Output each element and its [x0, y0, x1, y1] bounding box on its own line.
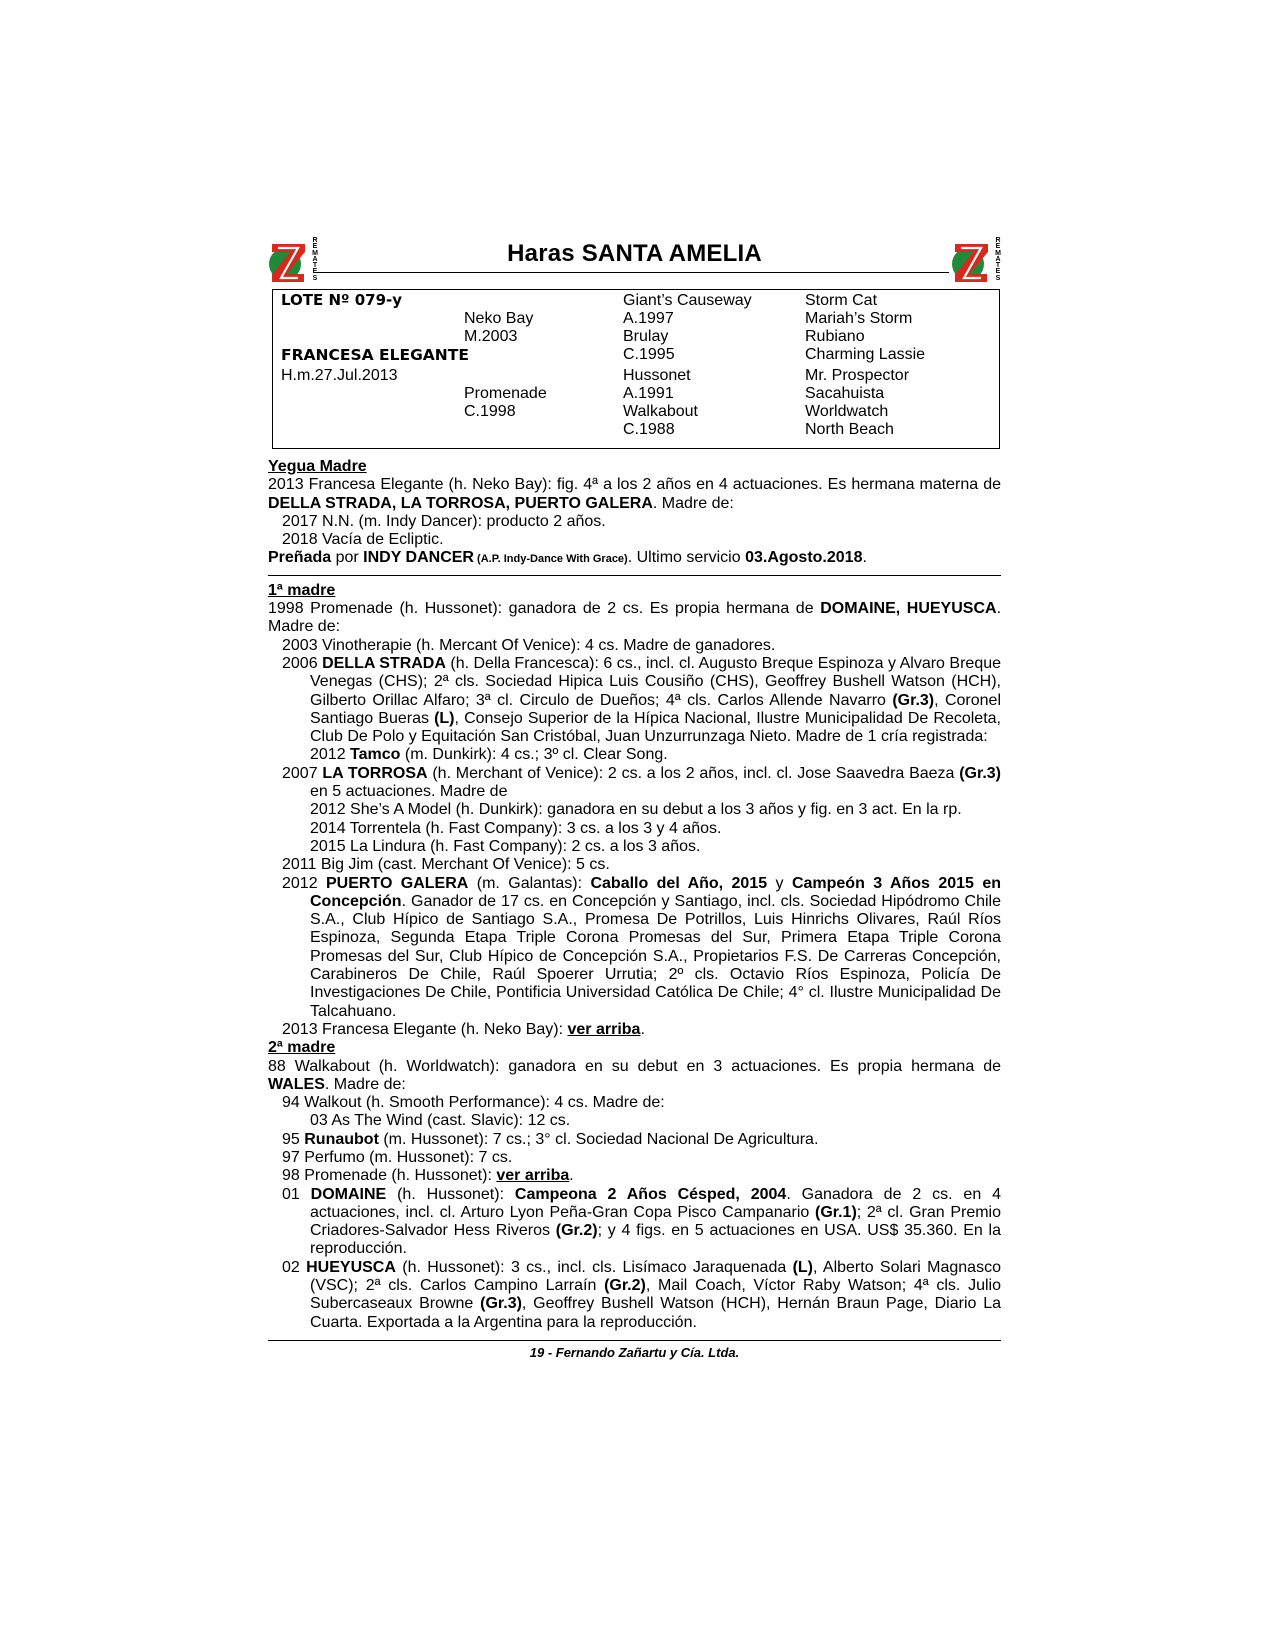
pedigree-table [272, 289, 1000, 449]
list-item: 2017 N.N. (m. Indy Dancer): producto 2 años. [282, 512, 606, 530]
list-item: 2013 Francesa Elegante (h. Neko Bay): ver arriba. [282, 1020, 645, 1038]
page-header [268, 238, 1001, 286]
list-item: 98 Promenade (h. Hussonet): ver arriba. [282, 1167, 574, 1185]
sub-list-item: 2012 Tamco (m. Dunkirk): 4 cs.; 3º cl. Clear Song. [310, 746, 668, 764]
catalog-page [268, 238, 1001, 1360]
gen4-name: Worldwatch [805, 403, 889, 420]
gen3-name: Walkabout [623, 403, 698, 420]
zr-remates-logo [268, 238, 320, 288]
pregnancy-line: Preñada por INDY DANCER (A.P. Indy-Dance With Grace). Ultimo servicio 03.Agosto.2018. [268, 549, 867, 567]
section-title: Yegua Madre [268, 458, 367, 475]
sub-list-item: 03 As The Wind (cast. Slavic): 12 cs. [310, 1112, 571, 1130]
list-item: 2011 Big Jim (cast. Merchant Of Venice): 5 cs. [282, 856, 610, 874]
sub-list-item: 2014 Torrentela (h. Fast Company): 3 cs. a los 3 y 4 años. [310, 819, 722, 837]
paragraph: 88 Walkabout (h. Worldwatch): ganadora en su debut en 3 actuaciones. Es propia hermana de WALES. Madre de: [268, 1057, 1001, 1093]
header-rule [314, 272, 949, 273]
gen4-name: Mariah’s Storm [805, 310, 913, 327]
horse-info: H.m.27.Jul.2013 [281, 367, 398, 384]
zr-remates-logo [951, 238, 1003, 288]
section-title: 1ª madre [268, 581, 336, 599]
paragraph: 2013 Francesa Elegante (h. Neko Bay): fig. 4ª a los 2 años en 4 actuaciones. Es hermana materna de DELLA STRADA, LA TORROSA, PUERTO GALERA. Madre de: [268, 476, 1001, 512]
gen3-info: A.1997 [623, 310, 674, 327]
list-item: 2012 PUERTO GALERA (m. Galantas): Caballo del Año, 2015 y Campeón 3 Años 2015 en Concepción. Ganador de 17 cs. en Concepción y Santiago, incl. cls. Sociedad Hipódromo Chile S.A., Club Hípico de Santiago S.A., Promesa De Potrillos, Luis Hinrichs Olivares, Raúl Ríos Espinoza, Segunda Etapa Triple Corona Promesas del Sur, Primera Etapa Triple Corona Promesas del Sur, Club Hípico de Concepción S.A., Propietarios F.S. De Carreras Concepción, Carabineros De Chile, Raúl Spoerer Urrutia; 2º cls. Octavio Ríos Espinoza, Policía De Investigaciones De Chile, Pontificia Universidad Católica De Chile; 4° cl. Ilustre Municipalidad De Talcahuano. [282, 874, 1002, 1020]
paragraph: 1998 Promenade (h. Hussonet): ganadora de 2 cs. Es propia hermana de DOMAINE, HUEYUSCA. Madre de: [268, 600, 1002, 636]
list-item: 2018 Vacía de Ecliptic. [282, 531, 444, 549]
list-item: 01 DOMAINE (h. Hussonet): Campeona 2 Años Césped, 2004. Ganadora de 2 cs. en 4 actuaciones, incl. cl. Arturo Lyon Peña-Gran Copa Pisco Campanario (Gr.1); 2ª cl. Gran Premio Criadores-Salvador Hess Riveros (Gr.2); y 4 figs. en 5 actuaciones en USA. US$ 35.360. En la reproducción. [282, 1185, 1002, 1258]
gen4-name: Charming Lassie [805, 346, 926, 363]
gen3-name: Brulay [623, 328, 669, 345]
gen4-name: Rubiano [805, 328, 865, 345]
page-footer: 19 - Fernando Zañartu y Cía. Ltda. [529, 1344, 740, 1360]
gen3-name: Giant’s Causeway [623, 292, 752, 309]
list-item: 2006 DELLA STRADA (h. Della Francesca): 6 cs., incl. cl. Augusto Breque Espinoza y Alvaro Breque Venegas (CHS); 2ª cls. Sociedad Hipica Luis Cousiño (CHS), Geoffrey Bushell Watson (HCH), Gilberto Orillac Alfaro; 3ª cl. Circulo de Dueños; 4ª cls. Carlos Allende Navarro (Gr.3), Coronel Santiago Bueras (L), Consejo Superior de la Hípica Nacional, Ilustre Municipalidad De Recoleta, Club De Polo y Equitación San Cristóbal, Juan Unzurrunzaga Nieto. Madre de 1 cría registrada: [282, 654, 1002, 746]
footer-rule [268, 1340, 1001, 1341]
gen3-info: C.1988 [623, 421, 675, 438]
section-primera-madre [268, 582, 1001, 1039]
list-item: 97 Perfumo (m. Hussonet): 7 cs. [282, 1148, 513, 1166]
gen4-name: North Beach [805, 421, 894, 438]
logo-text: R E M A T E S [312, 237, 318, 282]
sub-list-item: 2015 La Lindura (h. Fast Company): 2 cs. a los 3 años. [310, 837, 701, 855]
gen4-name: Storm Cat [805, 292, 878, 309]
dam-name: Promenade [464, 385, 547, 402]
sire-info: M.2003 [464, 328, 518, 345]
ver-arriba-link: ver arriba [496, 1167, 570, 1185]
logo-text: R E M A T E S [995, 237, 1001, 282]
lot-number: LOTE Nº 079-y [281, 291, 403, 309]
sire-name: Neko Bay [464, 310, 534, 327]
section-segunda-madre [268, 1039, 1001, 1332]
gen4-name: Mr. Prospector [805, 367, 910, 384]
sub-list-item: 2012 She’s A Model (h. Dunkirk): ganadora en su debut a los 3 años y fig. en 3 act. En la rp. [310, 801, 962, 819]
gen4-name: Sacahuista [805, 385, 885, 402]
list-item: 2007 LA TORROSA (h. Merchant of Venice): 2 cs. a los 2 años, incl. cl. Jose Saavedra Baeza (Gr.3) en 5 actuaciones. Madre de [282, 764, 1001, 801]
horse-name: FRANCESA ELEGANTE [281, 346, 469, 364]
section-yegua-madre [268, 458, 1001, 569]
gen3-name: Hussonet [623, 367, 691, 384]
gen3-info: A.1991 [623, 385, 674, 402]
list-item: 2003 Vinotherapie (h. Mercant Of Venice): 4 cs. Madre de ganadores. [282, 636, 776, 654]
dam-info: C.1998 [464, 403, 516, 420]
ver-arriba-link: ver arriba [567, 1020, 641, 1038]
divider [268, 575, 1001, 576]
list-item: 95 Runaubot (m. Hussonet): 7 cs.; 3° cl. Sociedad Nacional De Agricultura. [282, 1130, 819, 1148]
list-item: 94 Walkout (h. Smooth Performance): 4 cs. Madre de: [282, 1094, 665, 1112]
section-title: 2ª madre [268, 1039, 336, 1057]
gen3-info: C.1995 [623, 346, 675, 363]
list-item: 02 HUEYUSCA (h. Hussonet): 3 cs., incl. cls. Lisímaco Jaraquenada (L), Alberto Solari Magnasco (VSC); 2ª cls. Carlos Campino Larraín (Gr.2), Mail Coach, Víctor Raby Watson; 4ª cls. Julio Subercaseaux Browne (Gr.3), Geoffrey Bushell Watson (HCH), Hernán Braun Page, Diario La Cuarta. Exportada a la Argentina para la reproducción. [282, 1258, 1002, 1331]
page-title: Haras SANTA AMELIA [507, 240, 762, 267]
